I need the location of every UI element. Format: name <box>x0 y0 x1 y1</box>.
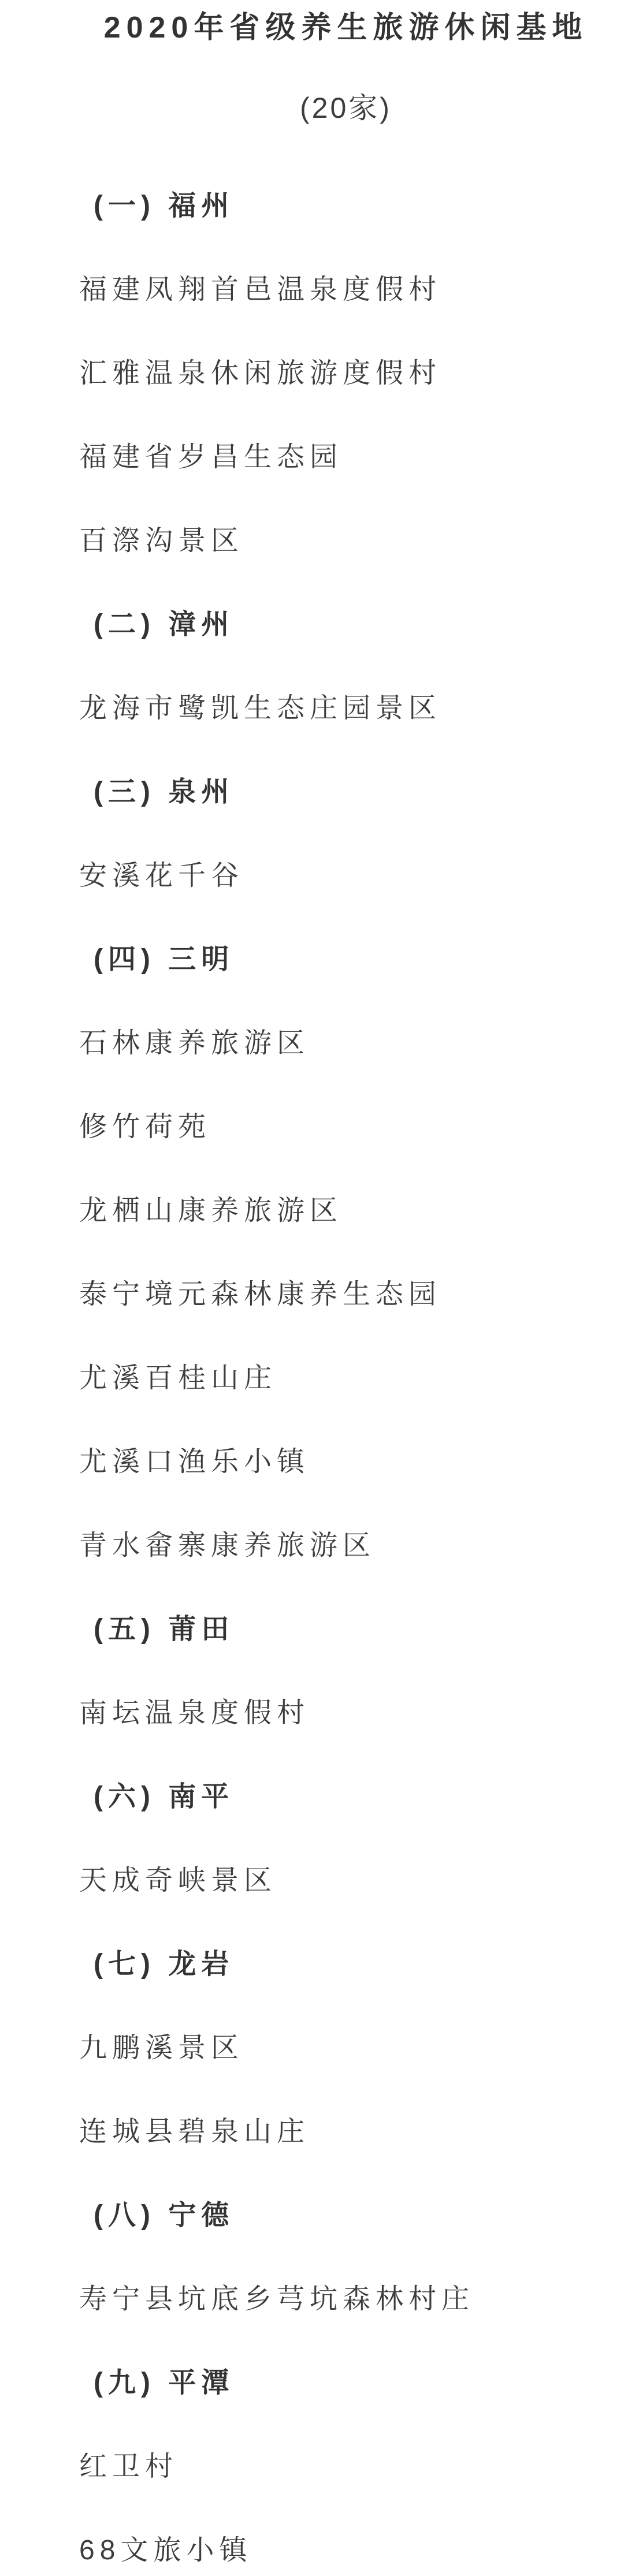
list-item: 68文旅小镇 <box>79 2535 252 2566</box>
base-list <box>79 192 612 2564</box>
section-heading: (五) 莆田 <box>94 1614 235 1645</box>
list-item: 安溪花千谷 <box>79 860 244 891</box>
list-item: 龙海市鹭凯生态庄园景区 <box>79 693 442 724</box>
section-heading: (二) 漳州 <box>94 609 235 640</box>
section-heading: (七) 龙岩 <box>94 1949 235 1979</box>
list-item: 泰宁境元森林康养生态园 <box>79 1279 442 1310</box>
list-item: 石林康养旅游区 <box>79 1028 310 1058</box>
list-item: 百漈沟景区 <box>79 525 244 556</box>
list-item: 红卫村 <box>79 2451 179 2482</box>
list-item: 福建凤翔首邑温泉度假村 <box>79 274 442 305</box>
list-item: 南坛温泉度假村 <box>79 1698 310 1728</box>
section-heading: (六) 南平 <box>94 1781 235 1812</box>
section-heading: (八) 宁德 <box>94 2200 235 2231</box>
list-item: 修竹荷苑 <box>79 1112 211 1142</box>
list-item: 龙栖山康养旅游区 <box>79 1195 343 1226</box>
list-item: 连城县碧泉山庄 <box>79 2116 310 2147</box>
section-heading: (九) 平潭 <box>94 2368 235 2398</box>
section-heading: (一) 福州 <box>94 191 235 221</box>
list-item: 福建省岁昌生态园 <box>79 442 343 472</box>
section-heading: (三) 泉州 <box>94 777 235 807</box>
page-subtitle: (20家) <box>300 92 392 124</box>
list-item: 尤溪口渔乐小镇 <box>79 1447 310 1477</box>
list-item: 天成奇峡景区 <box>79 1865 277 1896</box>
list-item: 尤溪百桂山庄 <box>79 1363 277 1393</box>
list-item: 汇雅温泉休闲旅游度假村 <box>79 358 442 389</box>
list-item: 青水畲寨康养旅游区 <box>79 1530 376 1561</box>
page-title: 2020年省级养生旅游休闲基地 <box>103 11 588 44</box>
section-heading: (四) 三明 <box>94 944 235 975</box>
list-item: 九鹏溪景区 <box>79 2033 244 2063</box>
list-item: 寿宁县坑底乡芎坑森林村庄 <box>79 2284 475 2314</box>
